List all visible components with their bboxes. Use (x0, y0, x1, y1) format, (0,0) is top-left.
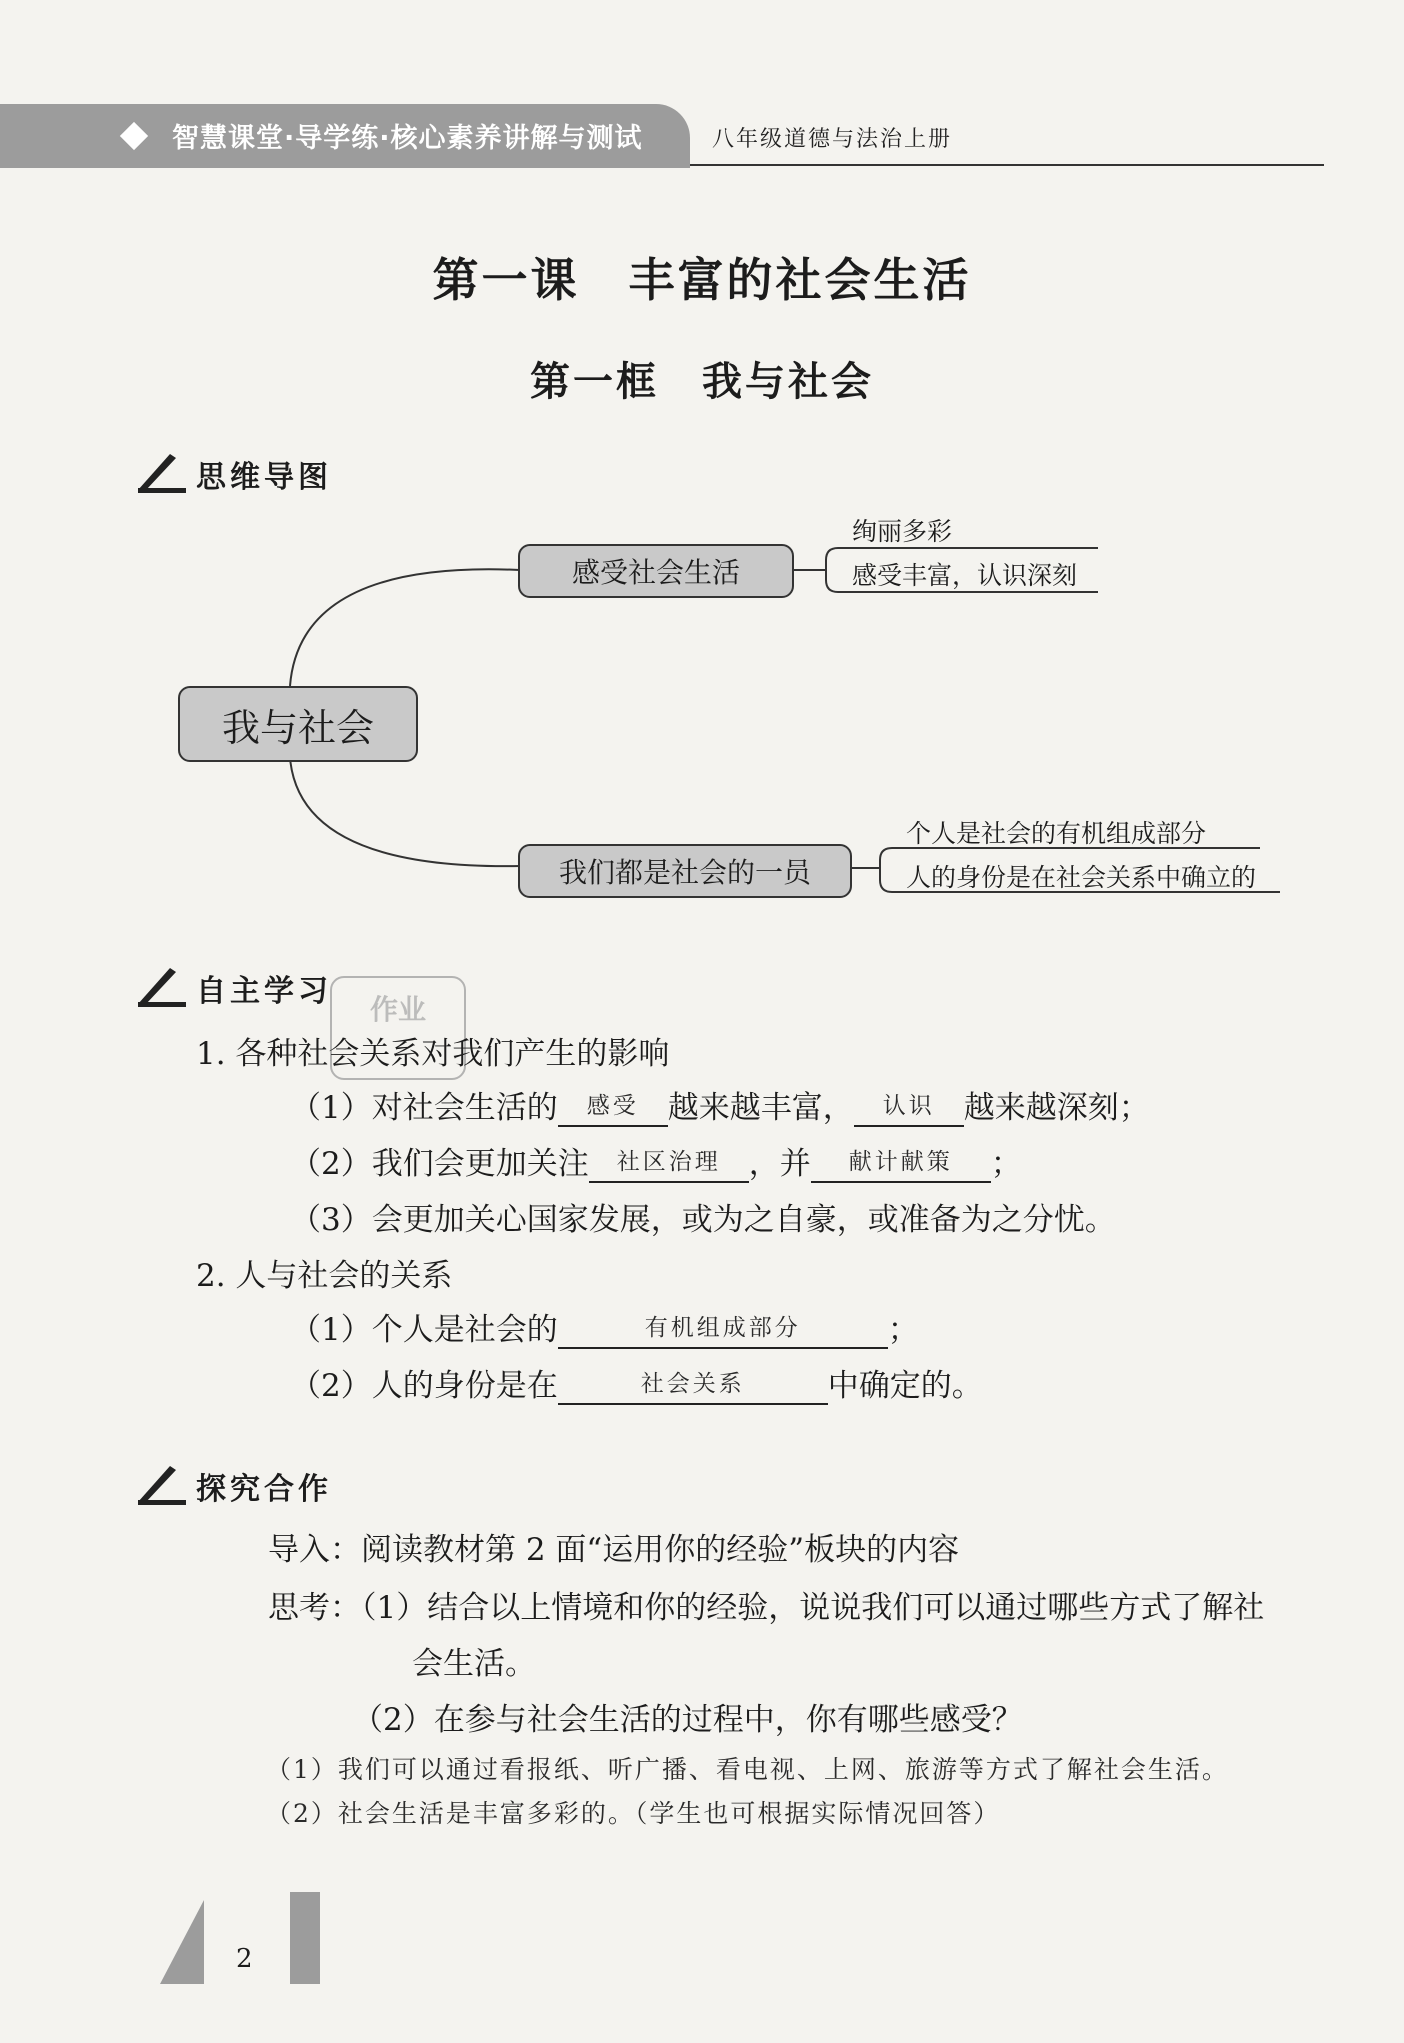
pen-icon (136, 964, 188, 1010)
section-label: 思维导图 (196, 460, 332, 495)
mind-map-root: 我与社会 (178, 686, 418, 762)
footer-triangle (160, 1900, 204, 1984)
think-question: 思考：（1）结合以上情境和你的经验，说说我们可以通过哪些方式了解社 (268, 1590, 1265, 1626)
page-number: 2 (236, 1944, 253, 1974)
section-label: 自主学习 (196, 974, 332, 1009)
handwritten-answer: （1）我们可以通过看报纸、听广播、看电视、上网、旅游等方式了解社会生活。 (266, 1755, 1229, 1784)
fill-line: （1）对社会生活的 感受 越来越丰富， 认识 越来越深刻； (290, 1082, 1150, 1127)
answer-blank: 社区治理 (589, 1143, 749, 1183)
pen-icon (136, 1462, 188, 1508)
lesson-title: 第一课 丰富的社会生活 (432, 253, 972, 307)
fill-line: （2）人的身份是在 社会关系 中确定的。 (290, 1360, 983, 1405)
statement-line: （3）会更加关心国家发展，或为之自豪，或准备为之分忧。 (290, 1202, 1116, 1238)
series-title: 智慧课堂·导学练·核心素养讲解与测试 (172, 123, 643, 154)
answer-blank: 献计献策 (811, 1143, 991, 1183)
subject-label: 八年级道德与法治上册 (712, 127, 953, 152)
mind-map-leaf: 个人是社会的有机组成部分 (906, 819, 1207, 848)
mind-map-leaf: 感受丰富，认识深刻 (852, 561, 1078, 590)
section-label: 探究合作 (196, 1472, 332, 1507)
footer-bar (290, 1892, 320, 1984)
intro-line: 导入：阅读教材第 2 面“运用你的经验”板块的内容 (268, 1532, 960, 1568)
question-title: 1. 各种社会关系对我们产生的影响 (196, 1036, 670, 1072)
question-title: 2. 人与社会的关系 (196, 1258, 453, 1294)
handwritten-answer: （2）社会生活是丰富多彩的。（学生也可根据实际情况回答） (266, 1799, 1001, 1828)
fill-line: （2）我们会更加关注 社区治理 ，并 献计献策 ； (290, 1138, 1022, 1183)
frame-title: 第一框 我与社会 (530, 358, 874, 405)
mind-map-leaf: 人的身份是在社会关系中确立的 (906, 863, 1257, 892)
fill-line: （1）个人是社会的 有机组成部分 ； (290, 1304, 919, 1349)
answer-blank: 感受 (558, 1087, 668, 1127)
answer-blank: 认识 (854, 1087, 964, 1127)
answer-blank: 有机组成部分 (558, 1309, 888, 1349)
mind-map-node: 感受社会生活 (518, 544, 794, 598)
stamp-text: 作业 (369, 993, 426, 1026)
answer-blank: 社会关系 (558, 1365, 828, 1405)
mind-map-node: 我们都是社会的一员 (518, 844, 852, 898)
think-question-cont: 会生活。 (412, 1646, 536, 1682)
mind-map-leaf: 绚丽多彩 (852, 517, 953, 546)
think-question: （2）在参与社会生活的过程中，你有哪些感受？ (352, 1702, 1023, 1738)
